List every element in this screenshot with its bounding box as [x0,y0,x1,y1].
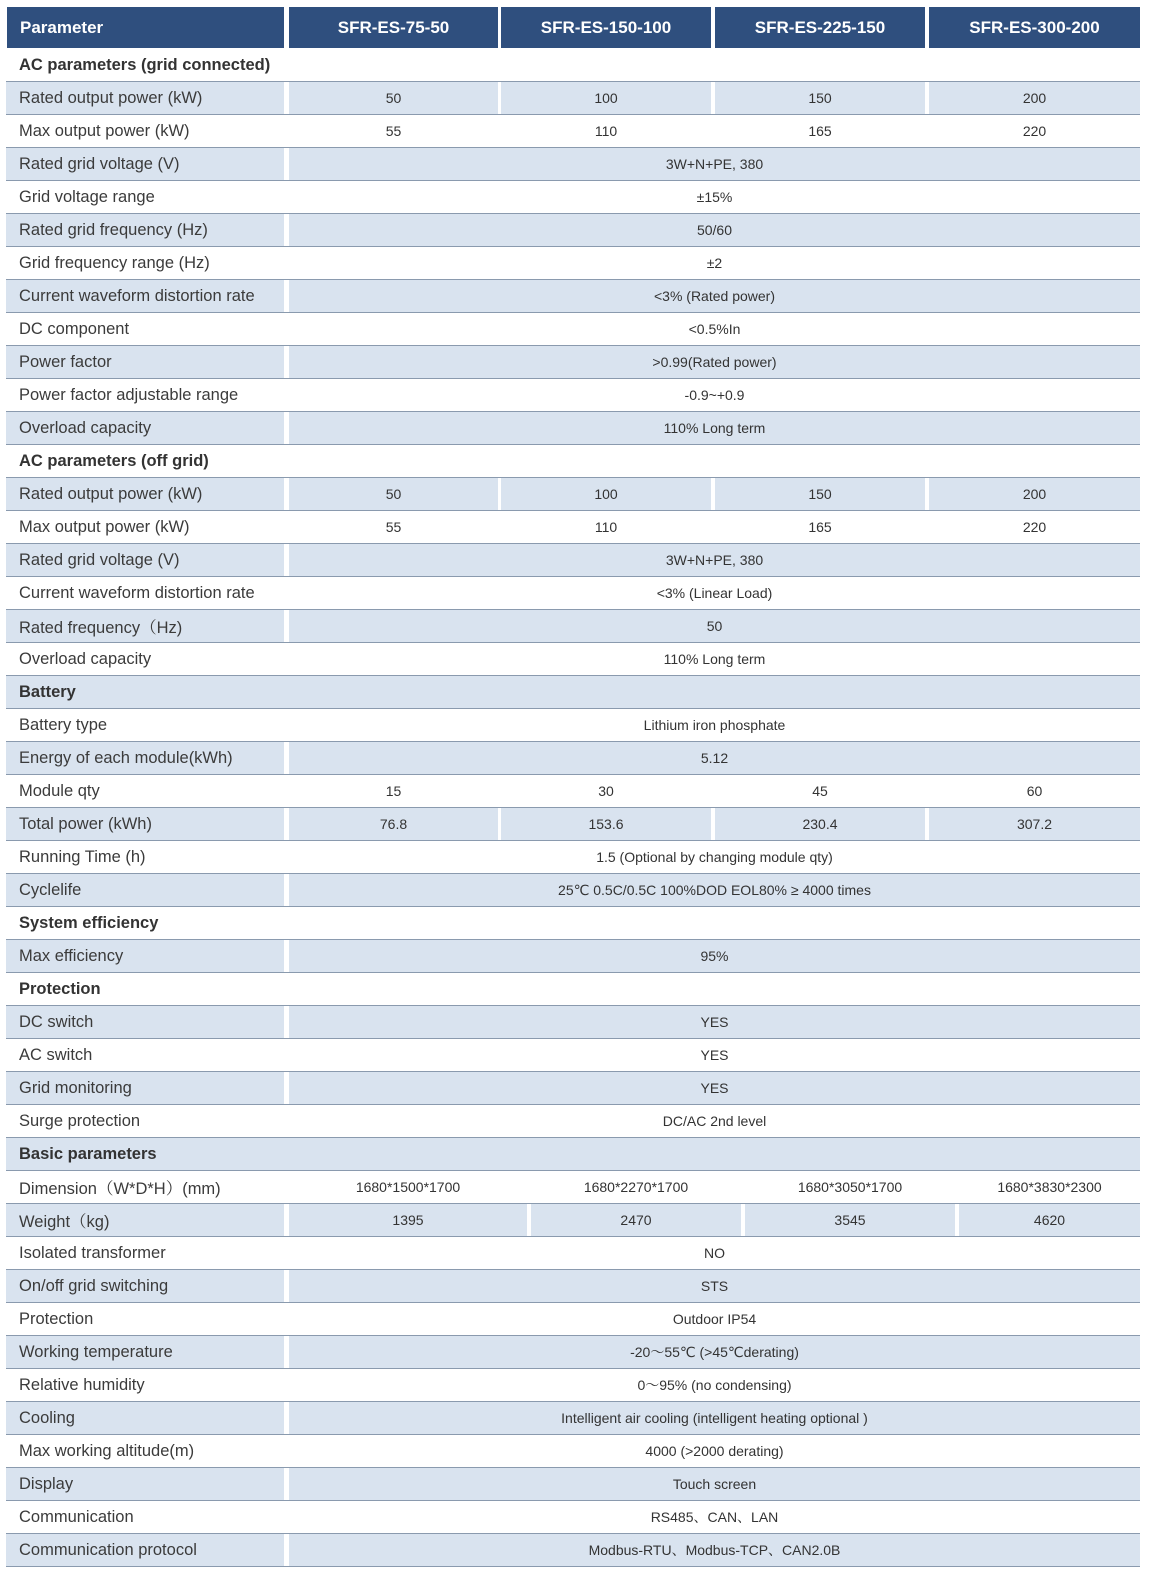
value-cell: 110% Long term [289,412,1140,444]
value-cell: 1.5 (Optional by changing module qty) [596,849,833,865]
value-cell: 15 [385,783,402,799]
section-header [6,973,1140,1006]
parameter-label: Cooling [6,1402,284,1434]
table-row [6,280,1140,313]
value-cell: 110 [594,123,618,139]
parameter-label: Current waveform distortion rate [19,583,255,602]
value-cell: Modbus-RTU、Modbus-TCP、CAN2.0B [289,1534,1140,1566]
value-cell: 1680*3050*1700 [797,1179,903,1195]
table-row [6,412,1140,445]
parameter-label: Rated grid voltage (V) [6,148,284,180]
value-cell: 1680*3830*2300 [997,1179,1102,1195]
value-cell: 55 [385,123,402,139]
parameter-label: Dimension（W*D*H）(mm) [19,1180,221,1198]
table-row [6,1006,1140,1039]
parameter-label: Rated frequency（Hz) [6,610,284,642]
value-cell: NO [704,1245,725,1261]
parameter-label: Grid voltage range [19,187,155,206]
table-row [6,1369,1140,1402]
value-cell: -0.9~+0.9 [684,387,745,403]
parameter-label: Weight（kg) [6,1204,284,1236]
value-cell: 50 [289,82,498,114]
value-cell: 76.8 [289,808,498,840]
section-title: Basic parameters [19,1144,157,1163]
table-row [6,1534,1140,1567]
table-row [6,115,1140,148]
value-cell: 60 [1026,783,1043,799]
table-row [6,643,1140,676]
parameter-label: Energy of each module(kWh) [6,742,284,774]
value-cell: Touch screen [289,1468,1140,1500]
table-row [6,1171,1140,1204]
table-row [6,247,1140,280]
section-header [6,445,1140,478]
table-row [6,1237,1140,1270]
section-title: AC parameters (off grid) [19,451,209,470]
parameter-label: Battery type [19,715,108,734]
header-parameter: Parameter [7,7,284,48]
section-header [6,49,1140,82]
table-body [6,49,1140,1567]
value-cell: <3% (Linear Load) [656,585,773,601]
header-model-3: SFR-ES-225-150 [715,7,925,48]
parameter-label: DC switch [6,1006,284,1038]
section-header [6,907,1140,940]
parameter-label: Display [6,1468,284,1500]
table-row [6,940,1140,973]
value-cell: 25℃ 0.5C/0.5C 100%DOD EOL80% ≥ 4000 times [289,874,1140,906]
parameter-label: DC component [19,319,130,338]
table-row [6,82,1140,115]
table-row [6,214,1140,247]
table-row [6,874,1140,907]
header-model-1: SFR-ES-75-50 [289,7,498,48]
value-cell: 153.6 [501,808,711,840]
section-title: AC parameters (grid connected) [19,55,271,74]
value-cell: 1395 [289,1204,527,1236]
table-row [6,577,1140,610]
table-row [6,346,1140,379]
value-cell: DC/AC 2nd level [662,1113,767,1129]
parameter-label: Rated output power (kW) [6,478,284,510]
value-cell: 55 [385,519,402,535]
parameter-label: Overload capacity [6,412,284,444]
parameter-label: Max working altitude(m) [19,1441,195,1460]
parameter-label: Running Time (h) [19,847,146,866]
table-row [6,1435,1140,1468]
value-cell: 2470 [531,1204,741,1236]
parameter-label: On/off grid switching [6,1270,284,1302]
table-row [6,1105,1140,1138]
value-cell: YES [289,1006,1140,1038]
value-cell: >0.99(Rated power) [289,346,1140,378]
table-header [6,5,1140,49]
parameter-label: Module qty [19,781,100,800]
value-cell: 165 [808,519,832,535]
header-model-4: SFR-ES-300-200 [929,7,1140,48]
value-cell: Lithium iron phosphate [643,717,786,733]
table-row [6,511,1140,544]
table-row [6,709,1140,742]
value-cell: 100 [501,478,711,510]
section-title: Battery [19,682,76,701]
value-cell: 165 [808,123,832,139]
value-cell: 200 [929,478,1140,510]
value-cell: Intelligent air cooling (intelligent heating optional ) [289,1402,1140,1434]
value-cell: 1680*1500*1700 [355,1179,461,1195]
value-cell: 45 [812,783,828,799]
parameter-label: Surge protection [19,1111,141,1130]
value-cell: Outdoor IP54 [672,1311,757,1327]
value-cell: ±2 [706,255,723,271]
value-cell: 3W+N+PE, 380 [289,544,1140,576]
parameter-label: Communication protocol [6,1534,284,1566]
table-row [6,181,1140,214]
value-cell: 4000 (>2000 derating) [645,1443,784,1459]
table-row [6,1270,1140,1303]
value-cell: STS [289,1270,1140,1302]
parameter-label: Max efficiency [6,940,284,972]
value-cell: 3545 [745,1204,955,1236]
value-cell: 100 [501,82,711,114]
table-row [6,544,1140,577]
table-row [6,610,1140,643]
value-cell: -20～55℃ (>45℃derating) [289,1336,1140,1368]
value-cell: 3W+N+PE, 380 [289,148,1140,180]
value-cell: 50/60 [289,214,1140,246]
value-cell: <0.5%In [688,321,741,337]
value-cell: 200 [929,82,1140,114]
value-cell: 110 [594,519,618,535]
value-cell: 220 [1022,519,1047,535]
parameter-label: Power factor adjustable range [19,385,239,404]
table-row [6,379,1140,412]
value-cell: 30 [598,783,614,799]
value-cell: 1680*2270*1700 [583,1179,689,1195]
value-cell: 230.4 [715,808,925,840]
table-row [6,841,1140,874]
parameter-label: Grid frequency range (Hz) [19,253,210,272]
table-row [6,1039,1140,1072]
parameter-label: Isolated transformer [19,1243,166,1262]
parameter-label: Rated output power (kW) [6,82,284,114]
table-row [6,1303,1140,1336]
parameter-label: Protection [19,1309,94,1328]
table-row [6,742,1140,775]
parameter-label: AC switch [19,1045,93,1064]
parameter-label: Power factor [6,346,284,378]
parameter-label: Relative humidity [19,1375,145,1394]
table-row [6,148,1140,181]
table-row [6,1336,1140,1369]
parameter-label: Cyclelife [6,874,284,906]
parameter-label: Total power (kWh) [6,808,284,840]
parameter-label: Communication [19,1507,134,1526]
parameter-label: Rated grid voltage (V) [6,544,284,576]
header-model-2: SFR-ES-150-100 [501,7,711,48]
table-row [6,1468,1140,1501]
parameter-label: Working temperature [6,1336,284,1368]
value-cell: <3% (Rated power) [289,280,1140,312]
section-title: Protection [19,979,101,998]
table-row [6,478,1140,511]
section-header [6,676,1140,709]
table-row [6,808,1140,841]
value-cell: 5.12 [289,742,1140,774]
parameter-label: Rated grid frequency (Hz) [6,214,284,246]
parameter-label: Current waveform distortion rate [6,280,284,312]
table-row [6,1402,1140,1435]
value-cell: 0～95% (no condensing) [637,1377,792,1393]
value-cell: 110% Long term [663,651,766,667]
parameter-label: Max output power (kW) [19,121,190,140]
value-cell: YES [289,1072,1140,1104]
table-row [6,1501,1140,1534]
spec-table [6,5,1140,1567]
value-cell: 150 [715,478,925,510]
value-cell: ±15% [696,189,733,205]
section-header [6,1138,1140,1171]
value-cell: 220 [1022,123,1047,139]
table-row [6,1204,1140,1237]
parameter-label: Grid monitoring [6,1072,284,1104]
value-cell: 150 [715,82,925,114]
parameter-label: Overload capacity [19,649,152,668]
value-cell: 95% [289,940,1140,972]
value-cell: 50 [289,478,498,510]
table-row [6,313,1140,346]
parameter-label: Max output power (kW) [19,517,190,536]
table-row [6,775,1140,808]
value-cell: 50 [289,610,1140,642]
value-cell: 307.2 [929,808,1140,840]
table-row [6,1072,1140,1105]
value-cell: RS485、CAN、LAN [650,1509,779,1525]
value-cell: YES [700,1047,729,1063]
section-title: System efficiency [19,913,159,932]
value-cell: 4620 [959,1204,1140,1236]
